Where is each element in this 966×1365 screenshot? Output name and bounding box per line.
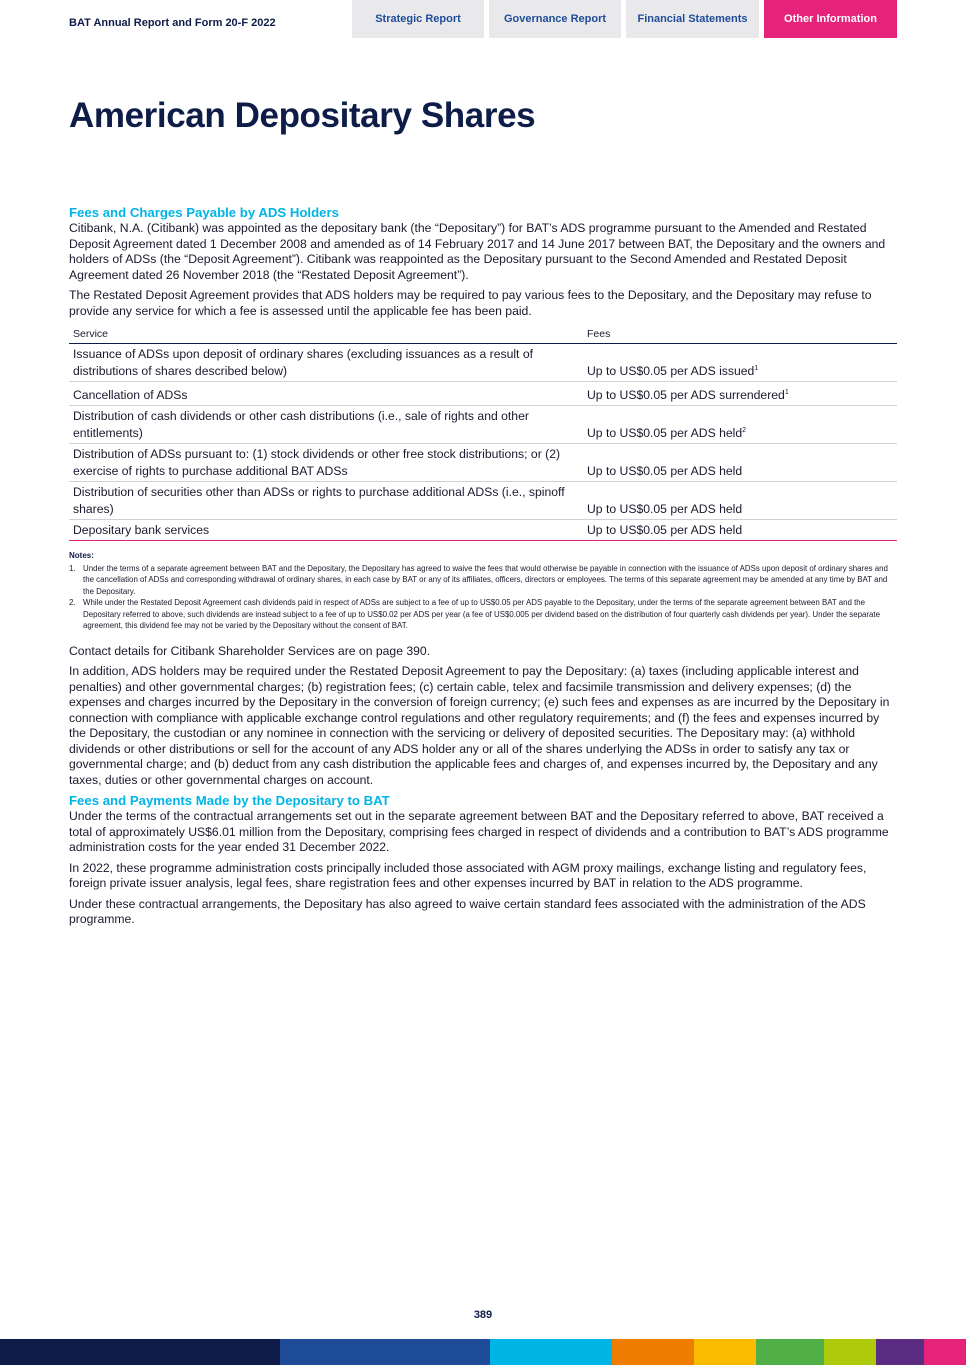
footnote-ref: 1 — [784, 389, 789, 396]
table-row — [69, 382, 897, 406]
table-row — [69, 444, 897, 482]
paragraph: The Restated Deposit Agreement provides that ADS holders may be required to pay various fees to the Depositary, and the Depositary may refuse to provide any service for which a fee is assessed until the applicable fee has been paid. — [69, 288, 872, 318]
service-cell: Distribution of cash dividends or other cash distributions (i.e., sale of rights and other entitlements) — [69, 406, 583, 444]
fee-cell — [583, 444, 897, 482]
paragraph: Under the terms of the contractual arrangements set out in the separate agreement between BAT and the Depositary referred to above, BAT received a total of approximately US$6.01 million from the Depositary, comprising fees charged in respect of dividends and a contribution to BAT’s ADS programme administration costs for the year ended 31 December 2022. — [69, 809, 889, 854]
note-number: 2. — [69, 598, 76, 608]
footer-stripe-segment — [824, 1339, 876, 1365]
fee-cell — [583, 344, 897, 382]
column-header-fees: Fees — [583, 324, 897, 344]
table-row — [69, 406, 897, 444]
table-header-row — [69, 324, 897, 344]
footer-stripe-segment — [756, 1339, 824, 1365]
footer-stripe-segment — [280, 1339, 490, 1365]
tab-governance-report[interactable]: Governance Report — [489, 0, 621, 38]
paragraph: Contact details for Citibank Shareholder Services are on page 390. — [69, 643, 431, 658]
fee-cell — [583, 382, 897, 406]
page-number: 389 — [473, 1309, 493, 1321]
footer-stripe-segment — [694, 1339, 756, 1365]
note-item — [69, 597, 897, 631]
footer-stripe-segment — [490, 1339, 612, 1365]
tab-financial-statements[interactable]: Financial Statements — [626, 0, 759, 38]
fee-text: Up to US$0.05 per ADS issued — [587, 364, 755, 378]
page-title: American Depositary Shares — [69, 96, 536, 135]
note-text: Under the terms of a separate agreement between BAT and the Depositary, the Depositary has agreed to waive the fees that would otherwise be payable in connection with the issuance of ADSs upon deposit of ordinary shares and the cancellation of ADSs and corresponding withdrawal of ordinary shares, in each case by BAT or any of its affiliates, officers, directors or employees. The terms of this separate agreement may be amended at any time by BAT and the Depositary. — [83, 564, 888, 596]
service-cell: Issuance of ADSs upon deposit of ordinary shares (excluding issuances as a result of distributions of shares described below) — [69, 344, 583, 382]
section-heading-fees-payments: Fees and Payments Made by the Depositary to BAT — [69, 793, 390, 808]
fees-table — [69, 324, 897, 541]
notes-title: Notes: — [69, 551, 94, 561]
fee-text: Up to US$0.05 per ADS surrendered — [587, 388, 785, 403]
footnote-ref: 1 — [754, 364, 759, 372]
paragraph: In 2022, these programme administration costs principally included those associated with AGM proxy mailings, exchange listing and regulatory fees, foreign private issuer analysis, legal fees, share registration fees and other expenses incurred by BAT in relation to the ADS programme. — [69, 860, 867, 890]
table-notes — [69, 551, 897, 631]
fee-text: Up to US$0.05 per ADS held — [587, 464, 743, 479]
paragraph: In addition, ADS holders may be required under the Restated Deposit Agreement to pay the Depositary: (a) taxes (including applicable interest and penalties) and other governmental charges; (b) registration fees; (c) certain cable, telex and facsimile transmission and delivery expenses; (d) the expenses and charges incurred by the Depositary in the conversion of foreign currency; (e) such fees and expenses as are incurred by the Depositary in connection with compliance with applicable exchange control regulations and other regulatory requirements; and (f) the fees and expenses incurred by the Depositary, the custodian or any nominee in connection with the servicing or delivery of deposited securities. The Depositary may: (a) withhold dividends or other distributions or sell for the account of any ADS holder any or all of the shares underlying the ADSs in order to satisfy any tax or governmental charge; and (b) deduct from any cash distribution the applicable fees and charges of, and expenses incurred by, the Depositary and any taxes, duties or other governmental charges on account. — [69, 664, 890, 787]
table-row — [69, 520, 897, 541]
service-cell: Distribution of securities other than ADSs or rights to purchase additional ADSs (i.e., spinoff shares) — [69, 482, 583, 520]
footer-stripe-segment — [876, 1339, 924, 1365]
column-header-service: Service — [69, 324, 583, 344]
footnote-ref: 2 — [742, 427, 747, 434]
footer-stripe-segment — [0, 1339, 280, 1365]
table-row — [69, 344, 897, 382]
fee-cell — [583, 520, 897, 541]
service-cell: Depositary bank services — [69, 520, 583, 541]
report-title: BAT Annual Report and Form 20-F 2022 — [69, 17, 276, 29]
service-cell: Cancellation of ADSs — [69, 382, 583, 406]
footer-stripe-segment — [612, 1339, 694, 1365]
service-cell: Distribution of ADSs pursuant to: (1) stock dividends or other free stock distributions; or (2) exercise of rights to purchase additional BAT ADSs — [69, 444, 583, 482]
fee-text: Up to US$0.05 per ADS held — [587, 426, 743, 441]
tab-strategic-report[interactable]: Strategic Report — [352, 0, 484, 38]
main-content — [69, 205, 897, 933]
footer-stripe-segment — [924, 1339, 966, 1365]
fee-cell — [583, 406, 897, 444]
section-heading-fees-charges: Fees and Charges Payable by ADS Holders — [69, 205, 339, 220]
paragraph: Under these contractual arrangements, the Depositary has also agreed to waive certain standard fees associated with the administration of the ADS programme. — [69, 896, 866, 926]
tab-other-information[interactable]: Other Information — [764, 0, 897, 38]
fee-text: Up to US$0.05 per ADS held — [587, 523, 743, 538]
fee-cell — [583, 482, 897, 520]
top-navigation — [0, 0, 966, 38]
fee-text: Up to US$0.05 per ADS held — [587, 502, 743, 517]
note-text: While under the Restated Deposit Agreement cash dividends paid in respect of ADSs are subject to a fee of up to US$0.05 per ADS payable to the Depositary, under the terms of the separate agreement between BAT and the Depositary referred to above, such dividends are instead subject to a fee of up to US$0.02 per ADS per year (a fee of US$0.005 per dividend based on the distribution of four quarterly cash dividends per year). Under the separate agreement, this dividend fee may not be varied by the Depositary without the consent of BAT. — [83, 598, 880, 631]
note-item — [69, 563, 897, 597]
table-row — [69, 482, 897, 520]
note-number: 1. — [69, 564, 76, 574]
paragraph: Citibank, N.A. (Citibank) was appointed as the depositary bank (the “Depositary”) for BAT’s ADS programme pursuant to the Amended and Restated Deposit Agreement dated 1 December 2008 and amended as of 14 February 2017 and 14 June 2017 between BAT, the Depositary and the owners and holders of ADSs (the “Deposit Agreement”). Citibank was reappointed as the Depositary pursuant to the Second Amended and Restated Deposit Agreement dated 26 November 2018 (the “Restated Deposit Agreement”). — [69, 221, 886, 282]
